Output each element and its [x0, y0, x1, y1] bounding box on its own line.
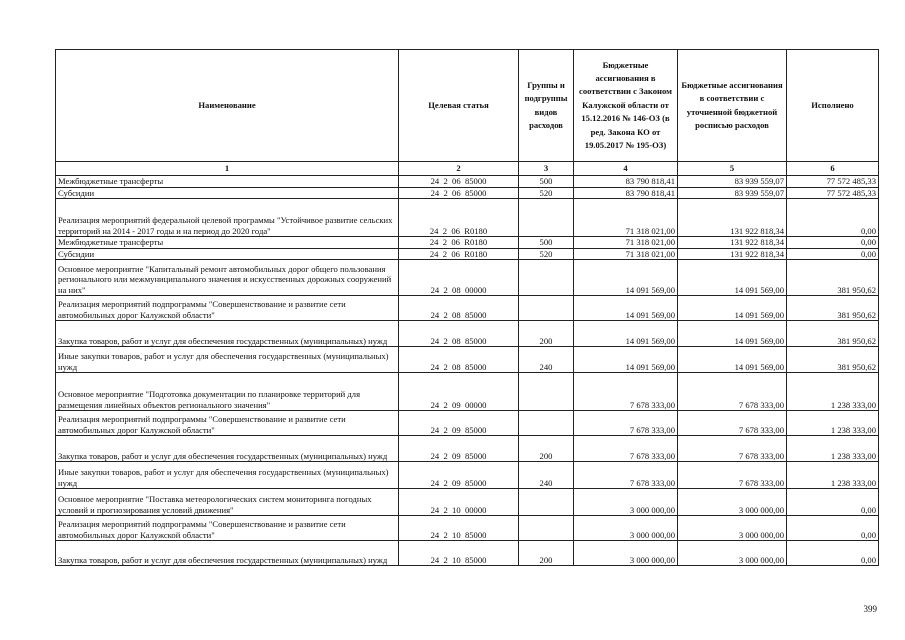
row-executed: 77 572 485,33	[787, 187, 879, 199]
table-row	[56, 321, 879, 347]
row-executed: 1 238 333,00	[787, 436, 879, 462]
row-target-code: 24 2 10 85000	[399, 516, 519, 541]
row-refined: 14 091 569,00	[678, 321, 787, 347]
table-row	[56, 541, 879, 566]
row-target-code: 24 2 09 85000	[399, 436, 519, 462]
row-target-code: 24 2 08 85000	[399, 347, 519, 373]
column-number-row	[56, 162, 879, 176]
row-executed: 0,00	[787, 199, 879, 237]
row-refined: 131 922 818,34	[678, 248, 787, 260]
row-group: 500	[519, 176, 574, 188]
row-approved: 71 318 021,00	[574, 237, 678, 249]
row-target-code: 24 2 10 85000	[399, 541, 519, 566]
table-row	[56, 187, 879, 199]
row-name: Основное мероприятие "Поставка метеорологических систем мониторинга погодных условий и прогнозирования условий движения"	[56, 489, 399, 516]
row-group	[519, 260, 574, 296]
table-row	[56, 248, 879, 260]
row-refined: 14 091 569,00	[678, 260, 787, 296]
row-executed: 1 238 333,00	[787, 373, 879, 411]
column-number: 4	[574, 162, 678, 176]
row-executed: 0,00	[787, 541, 879, 566]
row-approved: 3 000 000,00	[574, 489, 678, 516]
row-approved: 83 790 818,41	[574, 176, 678, 188]
row-refined: 7 678 333,00	[678, 411, 787, 436]
row-refined: 131 922 818,34	[678, 199, 787, 237]
row-refined: 3 000 000,00	[678, 516, 787, 541]
header-target-article: Целевая статья	[399, 50, 519, 162]
row-group: 500	[519, 237, 574, 249]
row-refined: 7 678 333,00	[678, 436, 787, 462]
row-target-code: 24 2 06 R0180	[399, 237, 519, 249]
table-row	[56, 516, 879, 541]
row-refined: 7 678 333,00	[678, 462, 787, 489]
row-refined: 83 939 559,07	[678, 176, 787, 188]
column-number: 5	[678, 162, 787, 176]
row-executed: 381 950,62	[787, 321, 879, 347]
row-executed: 1 238 333,00	[787, 411, 879, 436]
row-name: Реализация мероприятий подпрограммы "Совершенствование и развитие сети автомобильных дорог Калужской области"	[56, 296, 399, 321]
row-approved: 71 318 021,00	[574, 248, 678, 260]
row-name: Реализация мероприятий подпрограммы "Совершенствование и развитие сети автомобильных дорог Калужской области"	[56, 516, 399, 541]
row-group	[519, 489, 574, 516]
row-name: Реализация мероприятий подпрограммы "Совершенствование и развитие сети автомобильных дорог Калужской области"	[56, 411, 399, 436]
row-target-code: 24 2 06 85000	[399, 176, 519, 188]
row-refined: 3 000 000,00	[678, 541, 787, 566]
header-name: Наименование	[56, 50, 399, 162]
row-executed: 381 950,62	[787, 347, 879, 373]
row-target-code: 24 2 08 00000	[399, 260, 519, 296]
row-name: Иные закупки товаров, работ и услуг для обеспечения государственных (муниципальных) нужд	[56, 347, 399, 373]
row-executed: 381 950,62	[787, 296, 879, 321]
row-target-code: 24 2 09 85000	[399, 462, 519, 489]
row-executed: 0,00	[787, 248, 879, 260]
row-group	[519, 296, 574, 321]
row-group: 520	[519, 187, 574, 199]
row-approved: 7 678 333,00	[574, 462, 678, 489]
row-approved: 14 091 569,00	[574, 260, 678, 296]
row-refined: 14 091 569,00	[678, 296, 787, 321]
row-target-code: 24 2 06 85000	[399, 187, 519, 199]
table-row	[56, 373, 879, 411]
row-name: Основное мероприятие "Подготовка документации по планировке территорий для размещения линейных объектов регионального значения"	[56, 373, 399, 411]
table-row	[56, 176, 879, 188]
row-group: 240	[519, 347, 574, 373]
row-approved: 14 091 569,00	[574, 347, 678, 373]
row-target-code: 24 2 09 00000	[399, 373, 519, 411]
row-group	[519, 411, 574, 436]
row-group: 240	[519, 462, 574, 489]
row-approved: 3 000 000,00	[574, 541, 678, 566]
row-name: Закупка товаров, работ и услуг для обеспечения государственных (муниципальных) нужд	[56, 541, 399, 566]
row-group	[519, 516, 574, 541]
row-executed: 0,00	[787, 516, 879, 541]
table-row	[56, 489, 879, 516]
header-approved-allocations: Бюджетные ассигнования в соответствии с Законом Калужской области от 15.12.2016 № 146-ОЗ (в ред. Закона КО от 19.05.2017 № 195-ОЗ)	[574, 50, 678, 162]
table-row	[56, 260, 879, 296]
row-name: Субсидии	[56, 248, 399, 260]
row-executed: 1 238 333,00	[787, 462, 879, 489]
budget-table	[55, 49, 879, 566]
table-row	[56, 199, 879, 237]
row-name: Межбюджетные трансферты	[56, 237, 399, 249]
row-target-code: 24 2 06 R0180	[399, 248, 519, 260]
row-target-code: 24 2 08 85000	[399, 321, 519, 347]
row-approved: 7 678 333,00	[574, 411, 678, 436]
row-target-code: 24 2 10 00000	[399, 489, 519, 516]
row-target-code: 24 2 06 R0180	[399, 199, 519, 237]
row-executed: 381 950,62	[787, 260, 879, 296]
row-approved: 83 790 818,41	[574, 187, 678, 199]
row-executed: 0,00	[787, 489, 879, 516]
row-group: 200	[519, 541, 574, 566]
row-name: Субсидии	[56, 187, 399, 199]
row-group	[519, 199, 574, 237]
page-number: 399	[863, 604, 877, 614]
column-number: 1	[56, 162, 399, 176]
row-approved: 3 000 000,00	[574, 516, 678, 541]
table-row	[56, 462, 879, 489]
row-name: Закупка товаров, работ и услуг для обеспечения государственных (муниципальных) нужд	[56, 436, 399, 462]
row-refined: 7 678 333,00	[678, 373, 787, 411]
row-approved: 14 091 569,00	[574, 321, 678, 347]
column-number: 6	[787, 162, 879, 176]
row-name: Реализация мероприятий федеральной целевой программы "Устойчивое развитие сельских территорий на 2014 - 2017 годы и на период до 2020 года"	[56, 199, 399, 237]
row-group: 200	[519, 321, 574, 347]
row-group: 520	[519, 248, 574, 260]
row-target-code: 24 2 09 85000	[399, 411, 519, 436]
column-number: 2	[399, 162, 519, 176]
row-approved: 7 678 333,00	[574, 436, 678, 462]
row-name: Закупка товаров, работ и услуг для обеспечения государственных (муниципальных) нужд	[56, 321, 399, 347]
row-name: Межбюджетные трансферты	[56, 176, 399, 188]
column-number: 3	[519, 162, 574, 176]
row-approved: 71 318 021,00	[574, 199, 678, 237]
header-expense-groups: Группы и подгруппы видов расходов	[519, 50, 574, 162]
header-refined-allocations: Бюджетные ассигнования в соответствии с уточненной бюджетной росписью расходов	[678, 50, 787, 162]
row-approved: 14 091 569,00	[574, 296, 678, 321]
table-row	[56, 436, 879, 462]
table-row	[56, 347, 879, 373]
row-executed: 77 572 485,33	[787, 176, 879, 188]
row-refined: 3 000 000,00	[678, 489, 787, 516]
row-target-code: 24 2 08 85000	[399, 296, 519, 321]
row-refined: 14 091 569,00	[678, 347, 787, 373]
table-row	[56, 296, 879, 321]
row-group: 200	[519, 436, 574, 462]
row-name: Основное мероприятие "Капитальный ремонт автомобильных дорог общего пользования регионального или межмуниципального значения и искусственных дорожных сооружений на них"	[56, 260, 399, 296]
table-row	[56, 411, 879, 436]
header-executed: Исполнено	[787, 50, 879, 162]
row-refined: 83 939 559,07	[678, 187, 787, 199]
row-group	[519, 373, 574, 411]
row-refined: 131 922 818,34	[678, 237, 787, 249]
row-name: Иные закупки товаров, работ и услуг для обеспечения государственных (муниципальных) нужд	[56, 462, 399, 489]
row-executed: 0,00	[787, 237, 879, 249]
row-approved: 7 678 333,00	[574, 373, 678, 411]
table-row	[56, 237, 879, 249]
header-row	[56, 50, 879, 162]
